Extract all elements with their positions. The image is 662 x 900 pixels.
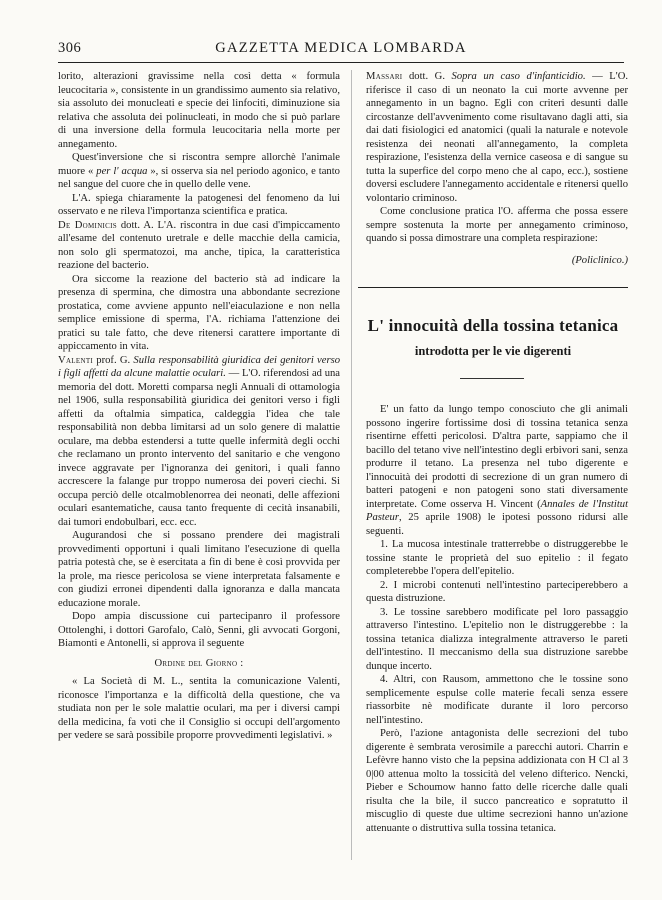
header-rule <box>58 62 624 63</box>
paragraph: Valenti prof. G. Sulla responsabilità giuridica dei genitori verso i figli affetti da alcune malattie oculari. — L'O. riferendosi ad una memoria del dott. Moretti comparsa negli Annuali di ottamologia nel 1906, sulla responsabilità giuridica dei genitori verso i figli affetti da oftalmia simpatica, caldeggia l'idea che tale responsabilità non debba limitarsi ad un solo genere di malattie oculare, ma debba estendersi a tutte quelle infermità degli occhi che reclamano un pronto intervento del sanitario e che vengono invece aggravate per l'ignoranza dei genitori, i quali fanno accrescere la falange pur troppo numerosa dei poveri ciechi. Si occupa perciò delle otcalmoblenorrea dei neonati, delle affezioni oculari esantematiche, causa tanto frequente di cecità insanabili, dai tumori endobulbari, ecc. ecc. <box>58 354 341 528</box>
right-column-top <box>366 70 628 267</box>
paragraph: Ora siccome la reazione del bacterio stà ad indicare la presenza di spermina, che dimostra una abbondante secrezione prostatica, come avviene appunto nell'eiaculazione e non nella semplice emissione di sperma, l'A. richiama l'attenzione dei pratici su tale fatto, che deve ritenersi carattere importante di appiccamento in vita. <box>58 273 340 352</box>
title-rule <box>460 378 524 379</box>
article-subtitle: introdotta per le vie digerenti <box>414 344 572 358</box>
order-heading: Ordine del Giorno : <box>154 657 244 669</box>
author-name: De Dominicis <box>58 219 117 231</box>
list-item: 2. I microbi contenuti nell'intestino parteciperebbero a questa distruzione. <box>366 579 628 604</box>
paragraph: Come conclusione pratica l'O. afferma che possa essere sempre sostenuta la morte per annegamento criminoso, quando si possa dimostrare una completa respirazione: <box>366 206 628 244</box>
author-name: Massari <box>366 71 403 82</box>
list-item: 3. Le tossine sarebbero modificate pel loro passaggio attraverso l'intestino. L'epitelio non le distruggerebbe : la tossina tetanica dializza integralmente attraverso le pareti dell'intestino. Il meccanismo della sua distruzione sarebbe dunque incerto. <box>366 606 628 672</box>
paragraph: « La Società di M. L., sentita la comunicazione Valenti, riconosce l'importanza e la difficoltà della questione, che va studiata non per le sole malattie oculari, ma per i diversi campi della medicina, fa voti che il Consiglio si occupi dell'argomento per vedere se sarà possibile proporre provvedimenti legislativi. » <box>58 676 340 741</box>
page-number: 306 <box>58 40 82 56</box>
paragraph: Massari dott. G. Sopra un caso d'infanticidio. — L'O. riferisce il caso di un neonato la cui morte avvenne per annegamento in un bagno. Egli con criteri desunti dalle circostanze dell'avvenimento come risultavano dagli atti, sia dai dati fisiologici ed anatomici (quali la naturale e notevole resistenza dei neonati all'annegamento, la completa respirazione, l'esistenza della vernice caseosa e di sangue su tutta la superfice del corpo meno che al capo, ecc.), sostiene doversi escludere l'annegamento accidentale e ritenersi quello volontario criminoso. <box>366 71 628 204</box>
journal-title: GAZZETTA MEDICA LOMBARDA <box>215 40 467 56</box>
paragraph: L'A. spiega chiaramente la patogenesi del fenomeno da lui osservato e ne rileva l'importanza scientifica e pratica. <box>58 192 340 217</box>
paragraph: lorito, alterazioni gravissime nella così detta « formula leucocitaria », consistente in un grandissimo aumento sia relativo, sia assoluto dei monucleati e specie dei linfociti, diminuzione sia relativa che assoluta dei polinucleati, in modo che si può parlare di una inversione della formula leucocitaria nella morte per annegamento. <box>58 71 340 150</box>
left-column <box>58 70 340 743</box>
author-name: Valenti <box>58 354 94 366</box>
list-item: 1. La mucosa intestinale tratterrebbe o distruggerebbe le tossine stante le proprietà del suo epitelio : il fegato completerebbe l'opera dell'epitelio. <box>366 539 628 577</box>
paragraph: Augurandosi che si possano prendere dei magistrali provvedimenti opportuni i quali limitano l'esecuzione di quella patria potestà che, se è esercitata a fin di bene è così provvida per la prole, ma riesce pericolosa se viene interpretata falsamente e con giudizi erronei dipendenti dalla ignoranza e dalla mancata educazione morale. <box>58 530 340 609</box>
paragraph: De Dominicis dott. A. L'A. riscontra in due casi d'impiccamento all'esame del contenuto uretrale e delle macchie della camicia, non solo gli spermatozoi, ma anche, tipica, la caratteristica reazione del bacterio. <box>58 219 340 271</box>
paragraph: E' un fatto da lungo tempo conosciuto che gli animali possono ingerire fortissime dosi di tossina tetanica senza risentirne effetti pericolosi. D'altra parte, sappiamo che il bacillo del tetano vive nell'intestino degli erbivori sani, senza produrre il tetano. La presenza nel tubo digerente e l'innocuità dei prodotti di secrezione di un gran numero di batteri patogeni e non patogeni sono stati diversamente interpretate. Come osserva H. Vincent (Annales de l'Institut Pasteur, 25 aprile 1908) le ipotesi possono ridursi alle seguenti. <box>366 404 629 537</box>
list-item: 4. Altri, con Rausom, ammettono che le tossine sono semplicemente espulse colle materie fecali senza essere riassorbite nè modificate durante il loro percorso nell'intestino. <box>366 674 628 726</box>
source-citation: (Policlinico.) <box>571 254 628 266</box>
article-title: L' innocuità della tossina tetanica <box>367 316 619 335</box>
running-header <box>58 40 624 58</box>
paragraph: Dopo ampia discussione cui partecipanro il professore Ottolenghi, i dottori Garofalo, Calò, Senni, gli avvocati Gorgoni, Biamonti e Antonelli, si approva il seguente <box>58 611 340 649</box>
column-divider <box>351 70 352 860</box>
paragraph: Però, l'azione antagonista delle secrezioni del tubo digerente è sembrata verosimile a parecchi autori. Charrin e Lefèvre hanno visto che la pepsina addizionata con H Cl al 3 0|00 attenua molto la tossicità del veleno difterico. Nencki, Pieber e Schoumow hanno fatto delle ricerche dalle quali risulta che la bile, il succo pancreatico e sopratutto il miscuglio di queste due ultime secrezioni hanno un'azione attenuante o distruttiva sulla tossina tetanica. <box>366 728 628 834</box>
section-rule <box>358 287 628 288</box>
article-body <box>366 403 628 835</box>
paragraph: Quest'inversione che si riscontra sempre allorchè l'animale muore « per l' acqua », si osserva sia nel periodo agonico, e tanto nel sangue del cuore che in quello delle vene. <box>58 152 340 190</box>
